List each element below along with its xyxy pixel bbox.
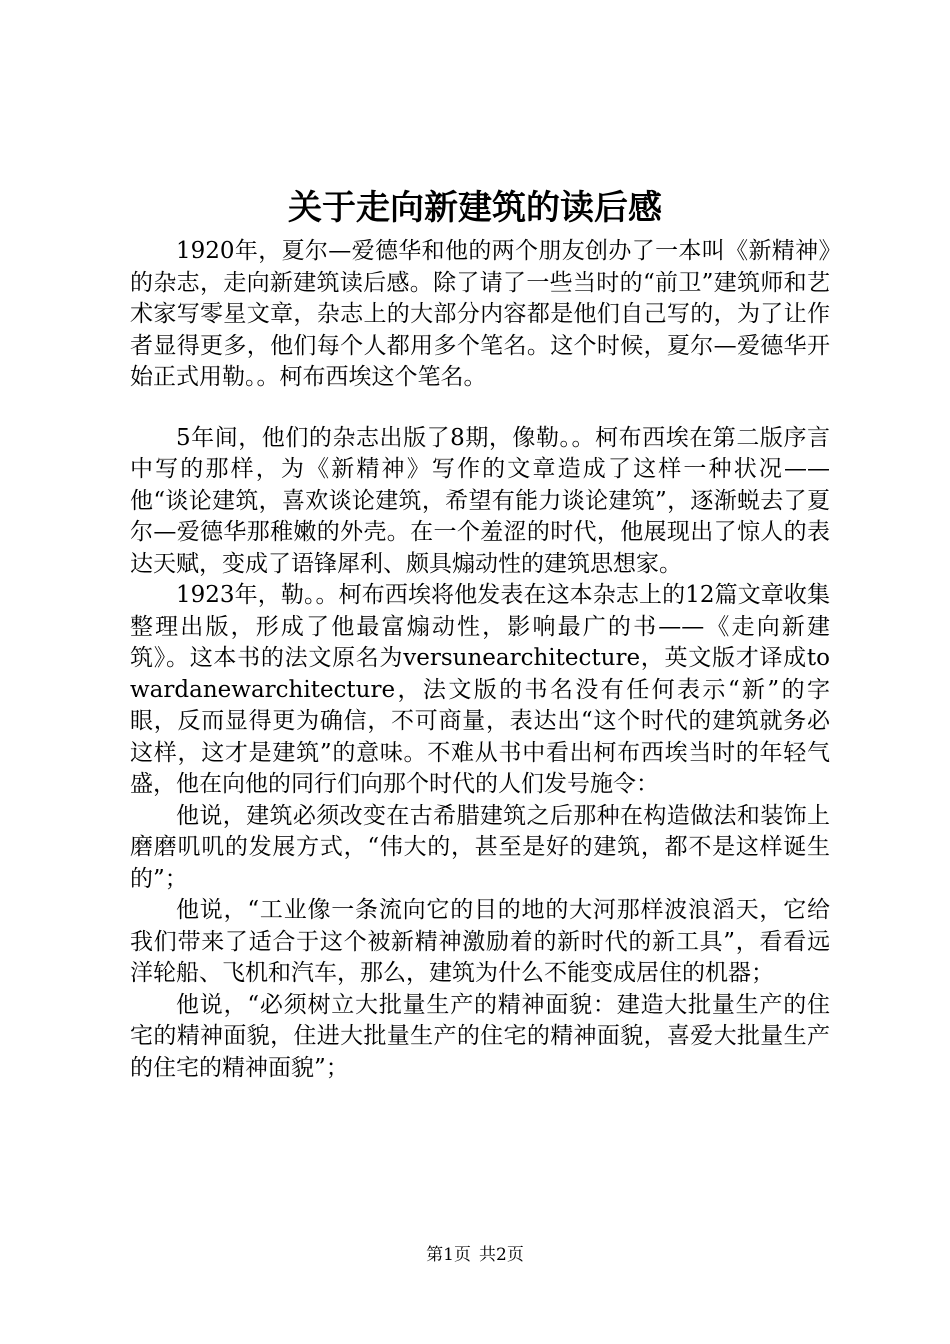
paragraph-gap (130, 394, 830, 423)
document-body (130, 236, 830, 1084)
page-number: 第1页 (426, 1245, 471, 1265)
paragraph-3: 1923年，勒。。柯布西埃将他发表在这本杂志上的12篇文章收集整理出版，形成了他最富煽动性，影响最广的书——《走向新建筑》。这本书的法文原名为versunearchitecture，英文版才译成towardanewarchitecture，法文版的书名没有任何表示“新”的字眼，反而显得更为确信，不可商量，表达出“这个时代的建筑就务必这样，这才是建筑”的意味。不难从书中看出柯布西埃当时的年轻气盛，他在向他的同行们向那个时代的人们发号施令： (130, 582, 830, 797)
paragraph-2: 5年间，他们的杂志出版了8期，像勒。。柯布西埃在第二版序言中写的那样，为《新精神》写作的文章造成了这样一种状况——他“谈论建筑，喜欢谈论建筑，希望有能力谈论建筑”，逐渐蜕去了夏尔—爱德华那稚嫩的外壳。在一个羞涩的时代，他展现出了惊人的表达天赋，变成了语锋犀利、颇具煽动性的建筑思想家。 (130, 424, 830, 577)
page-total: 共2页 (479, 1245, 524, 1265)
page-title: 关于走向新建筑的读后感 (288, 188, 662, 228)
page-footer (0, 1243, 950, 1267)
paragraph-5: 他说，“工业像一条流向它的目的地的大河那样波浪滔天，它给我们带来了适合于这个被新精神激励着的新时代的新工具”，看看远洋轮船、飞机和汽车，那么，建筑为什么不能变成居住的机器； (130, 897, 830, 986)
paragraph-1: 1920年，夏尔—爱德华和他的两个朋友创办了一本叫《新精神》的杂志，走向新建筑读后感。除了请了一些当时的“前卫”建筑师和艺术家写零星文章，杂志上的大部分内容都是他们自己写的，为了让作者显得更多，他们每个人都用多个笔名。这个时候，夏尔—爱德华开始正式用勒。。柯布西埃这个笔名。 (130, 238, 830, 390)
paragraph-6: 他说，“必须树立大批量生产的精神面貌：建造大批量生产的住宅的精神面貌，住进大批量生产的住宅的精神面貌，喜爱大批量生产的住宅的精神面貌”； (130, 991, 830, 1081)
paragraph-4: 他说，建筑必须改变在古希腊建筑之后那种在构造做法和装饰上磨磨叽叽的发展方式，“伟大的，甚至是好的建筑，都不是这样诞生的”； (130, 802, 830, 892)
